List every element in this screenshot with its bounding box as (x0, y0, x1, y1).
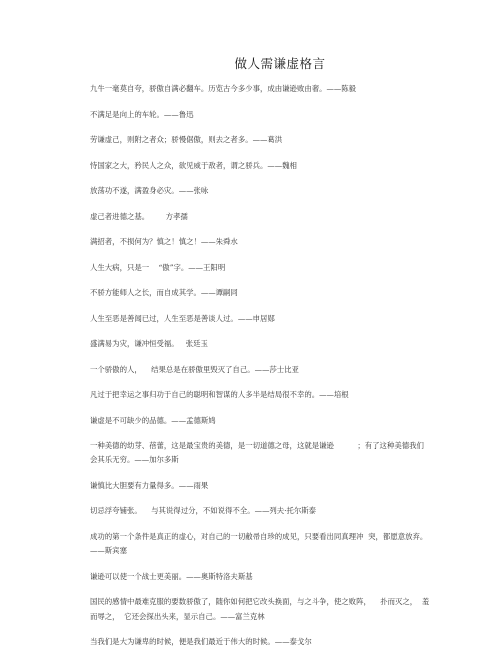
quote-paragraph: 放荡功不遂，满盈身必灾。——张咏 (90, 186, 209, 195)
quote-paragraph: 凡过于把幸运之事归功于自己的聪明和智谋的人多半是结局很不幸的。——培根 (90, 390, 349, 399)
quote-paragraph: 一个骄傲的人， 结果总是在骄傲里毁灭了自己。——莎士比亚 (90, 364, 299, 374)
quote-paragraph: 人生大病，只是一 “傲”字。——王阳明 (90, 262, 226, 272)
quote-paragraph: 人生至恶是善闻已过，人生至恶是善谈人过。——申居郧 (90, 313, 275, 323)
quote-paragraph: 切忌浮夸铺张。 与其说得过分，不如说得不全。——列夫·托尔斯泰 (90, 506, 317, 516)
quote-paragraph: 恃国家之大，矜民人之众，欲见威于敌者，谓之骄兵。——魏相 (90, 160, 297, 170)
quote-paragraph: 虚己者进德之基。 方孝孺 (90, 211, 188, 221)
quote-paragraph: 成功的第一个条件是真正的虚心，对自己的一切敝帚自珍的成见，只要看出同真理冲 突，都愿意放弃。——斯宾塞 (90, 531, 428, 556)
quote-paragraph: 盛满易为灾，谦冲恒受福。 张廷玉 (90, 339, 208, 348)
quote-paragraph: 劳谦虚己，则附之者众；骄慢倨傲，则去之者多。——葛洪 (90, 135, 283, 144)
quote-paragraph: 国民的感情中最难克服的要数骄傲了，随你如何把它改头换面，与之斗争，使之败阵， 扑而灭之， 羞而辱之， 它还会探出头来，显示自己。——富兰克林 (90, 597, 430, 621)
quote-paragraph: 不骄方能师人之长，而自成其学。——谭嗣同 (90, 288, 238, 297)
quote-paragraph: 谦慎比大胆要有力量得多。——雨果 (90, 480, 209, 490)
quote-paragraph: 谦逊可以使一个战士更美丽。——奥斯特洛夫斯基 (90, 571, 253, 581)
quote-paragraph: 九牛一毫莫自夸，骄傲自满必翻车。历览古今多少事，成由谦逊败由奢。——陈毅 (90, 84, 357, 93)
quote-paragraph: 满招者，不损何为？慎之！慎之！——朱舜水 (90, 237, 238, 246)
quote-paragraph: 当我们是大为谦卑的时候，便是我们最近于伟大的时候。——泰戈尔 (90, 637, 312, 647)
quote-paragraph: 谦虚是不可缺少的品德。——孟德斯鸠 (90, 415, 216, 425)
quote-paragraph: 一种美德的幼芽、蓓蕾，这是最宝贵的美德，是一切道德之母，这就是谦逊 ；有了这种美德我们会其乐无穷。——加尔多斯 (90, 441, 424, 465)
document-title: 做人需谦虚格言 (234, 56, 326, 71)
quote-paragraph: 不满足是向上的车轮。——鲁迅 (90, 109, 194, 119)
